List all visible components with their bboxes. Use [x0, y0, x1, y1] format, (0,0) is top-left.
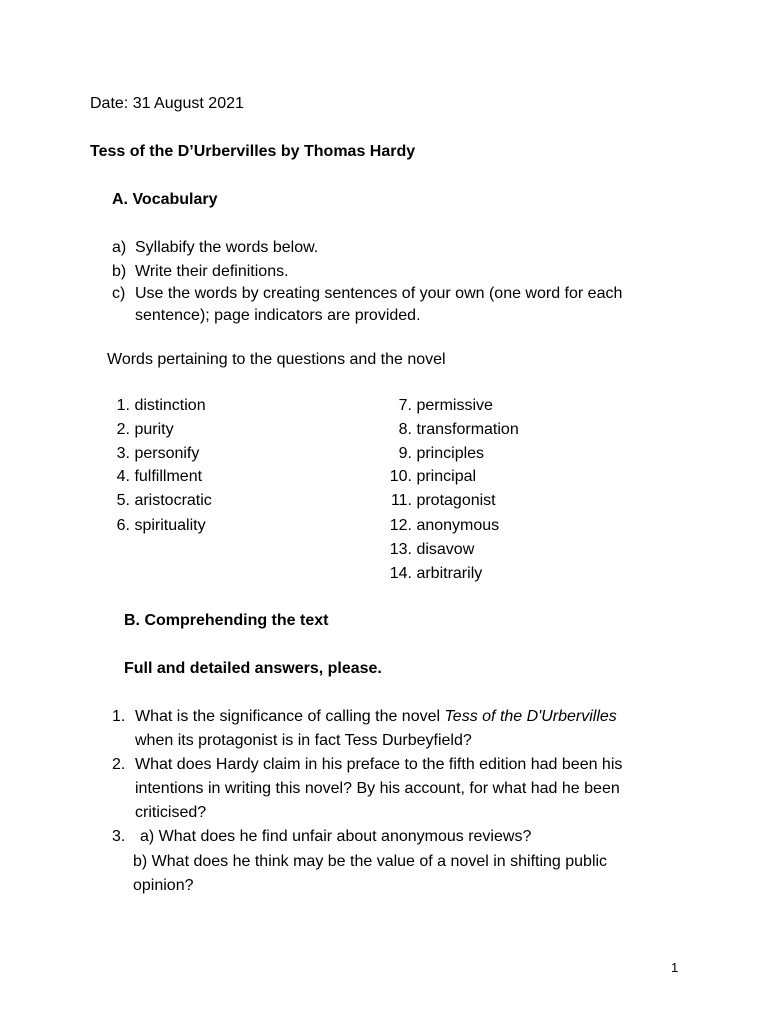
question-text: a) What does he find unfair about anonymous reviews? — [140, 828, 532, 845]
list-item: 1. distinction — [116, 397, 206, 414]
list-item: 4. fulfillment — [116, 468, 203, 485]
page-number: 1 — [671, 960, 679, 975]
list-item: 3. personify — [116, 445, 200, 462]
list-item: 5. aristocratic — [116, 492, 212, 509]
list-item: 10. principal — [389, 468, 477, 485]
list-item: 14. arbitrarily — [389, 565, 483, 582]
instruction-marker: a) — [112, 239, 127, 256]
list-item: 8. transformation — [398, 421, 519, 438]
document-title: Tess of the D’Urbervilles by Thomas Hardy — [90, 143, 416, 160]
question-number: 2. — [112, 756, 126, 773]
question-text: What does Hardy claim in his preface to the fifth edition had been his — [135, 756, 623, 773]
list-item: 2. purity — [116, 421, 174, 438]
question-text: intentions in writing this novel? By his account, for what had he been — [135, 780, 620, 797]
words-intro: Words pertaining to the questions and the novel — [107, 351, 446, 368]
section-a-heading: A. Vocabulary — [112, 191, 218, 208]
instruction-text: Use the words by creating sentences of your own (one word for each — [135, 285, 623, 302]
question-text: opinion? — [133, 877, 194, 894]
list-item: 13. disavow — [389, 541, 475, 558]
instruction-text: Write their definitions. — [135, 263, 289, 280]
instruction-text: sentence); page indicators are provided. — [135, 307, 421, 324]
instruction-text: Syllabify the words below. — [135, 239, 319, 256]
question-text: b) What does he think may be the value of a novel in shifting public — [133, 853, 608, 870]
question-number: 3. — [112, 828, 126, 845]
section-b-subheading: Full and detailed answers, please. — [124, 660, 382, 677]
question-text: criticised? — [135, 804, 207, 821]
list-item: 12. anonymous — [389, 517, 500, 534]
question-text: What is the significance of calling the novel Tess of the D'Urbervilles — [135, 708, 617, 725]
question-text: when its protagonist is in fact Tess Durbeyfield? — [135, 732, 472, 749]
question-number: 1. — [112, 708, 126, 725]
instruction-marker: c) — [112, 285, 126, 302]
section-b-heading: B. Comprehending the text — [124, 612, 329, 629]
novel-title-italic: Tess of the D'Urbervilles — [444, 708, 617, 725]
list-item: 11. protagonist — [390, 492, 496, 509]
list-item: 7. permissive — [398, 397, 493, 414]
instruction-marker: b) — [112, 263, 127, 280]
date-line: Date: 31 August 2021 — [90, 95, 244, 112]
list-item: 9. principles — [398, 445, 485, 462]
list-item: 6. spirituality — [116, 517, 206, 534]
